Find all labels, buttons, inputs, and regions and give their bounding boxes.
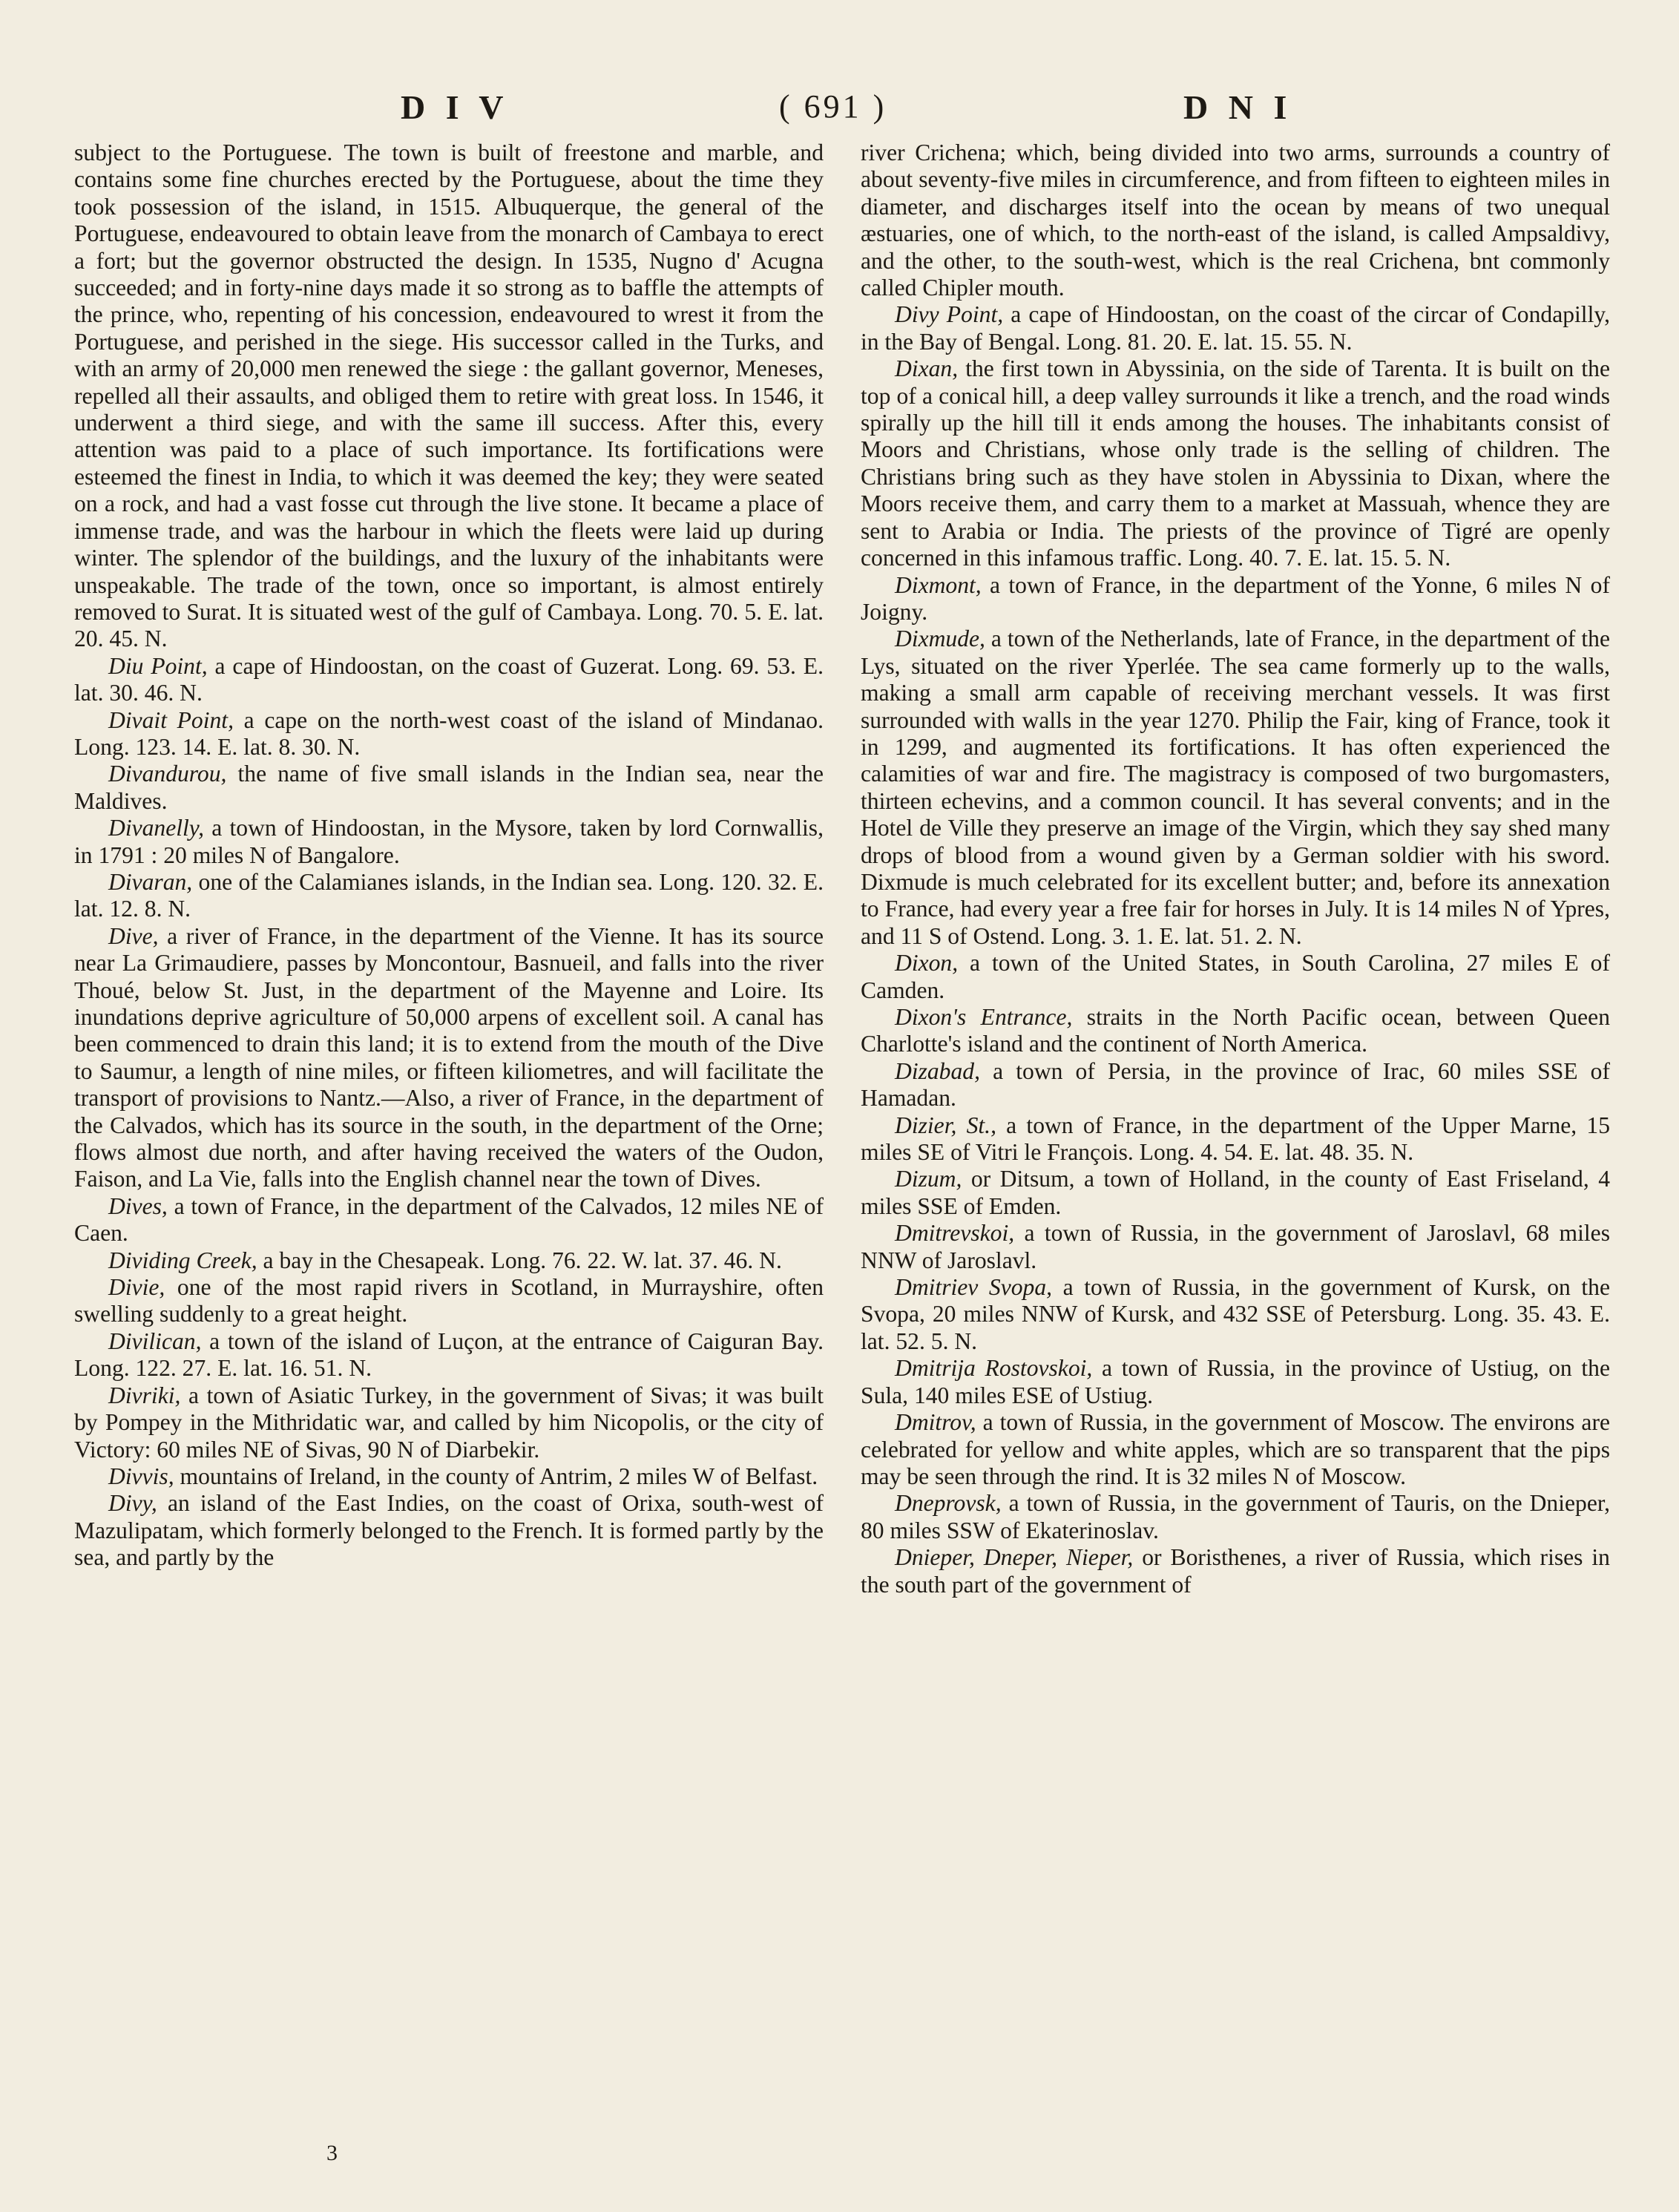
printer-signature-mark: 3 xyxy=(326,2141,338,2165)
entry-term: Divilican, xyxy=(108,1327,202,1354)
entry-text: a town of Russia, in the government of Moscow. The environs are celebrated for yellow and white apples, which are so transparent that the pips may be seen through the rind. It is 32 miles N of Moscow. xyxy=(861,1409,1610,1489)
gazetteer-entry xyxy=(861,1004,1610,1058)
gazetteer-entry xyxy=(861,1355,1610,1409)
gazetteer-entry xyxy=(74,707,824,761)
gazetteer-entry xyxy=(74,761,824,815)
running-header xyxy=(0,88,1679,132)
gazetteer-entry xyxy=(74,1193,824,1247)
gazetteer-entry xyxy=(74,1247,824,1274)
gazetteer-entry xyxy=(74,1490,824,1571)
entry-text: one of the Calamianes islands, in the Indian sea. Long. 120. 32. E. lat. 12. 8. N. xyxy=(74,868,824,922)
gazetteer-entry xyxy=(861,301,1610,355)
header-right-guide: D N I xyxy=(1183,88,1293,126)
entry-term: Divaran, xyxy=(108,868,193,895)
entry-term: Divvis, xyxy=(108,1463,174,1489)
entry-text: subject to the Portuguese. The town is built of freestone and marble, and contains some fine churches erected by the Portuguese, about the time they took possession of the island, in 1515. Albuquerque, the general of the Portuguese, endeavoured to obtain leave from the monarch of Cambaya to erect a fort; but the governor obstructed the design. In 1535, Nugno d' Acugna succeeded; and in forty-nine days made it so strong as to baffle the attempts of the prince, who, repenting of his concession, endeavoured to wrest it from the Portuguese, and perished in the siege. His successor called in the Turks, and with an army of 20,000 men renewed the siege : the gallant governor, Meneses, repelled all their assaults, and obliged them to retire with great loss. In 1546, it underwent a third siege, and with the same ill success. After this, every attention was paid to a place of such importance. Its fortifications were esteemed the finest in India, to which it was deemed the key; they were seated on a rock, and had a vast fosse cut through the live stone. It became a place of immense trade, and was the harbour in which the fleets were laid up during winter. The splendor of the buildings, and the luxury of the inhabitants were unspeakable. The trade of the town, once so important, is almost entirely removed to Surat. It is situated west of the gulf of Cambaya. Long. 70. 5. E. lat. 20. 45. N. xyxy=(74,140,824,652)
gazetteer-entry xyxy=(861,1490,1610,1544)
entry-term: Dizabad, xyxy=(895,1057,980,1084)
entry-text: an island of the East Indies, on the coast of Orixa, south-west of Mazulipatam, which formerly belonged to the French. It is formed partly by the sea, and partly by the xyxy=(74,1490,824,1571)
entry-term: Diu Point, xyxy=(108,652,208,679)
gazetteer-entry xyxy=(74,1274,824,1328)
entry-text: a town of France, in the department of the Yonne, 6 miles N of Joigny. xyxy=(861,571,1610,625)
entry-text: mountains of Ireland, in the county of Antrim, 2 miles W of Belfast. xyxy=(174,1463,818,1489)
entry-term: Divy Point, xyxy=(895,301,1004,328)
entry-text: straits in the North Pacific ocean, between Queen Charlotte's island and the continent of North America. xyxy=(861,1004,1610,1057)
entry-text: a town of Hindoostan, in the Mysore, taken by lord Cornwallis, in 1791 : 20 miles N of Bangalore. xyxy=(74,815,824,868)
entry-term: Dmitriev Svopa, xyxy=(895,1274,1053,1301)
entry-text: the first town in Abyssinia, on the side of Tarenta. It is built on the top of a conical hill, a deep valley surrounds it like a trench, and the road winds spirally up the hill till it ends among the houses. The inhabitants consist of Moors and Christians, whose only trade is the selling of children. The Christians bring such as they have stolen in Abyssinia to Dixan, where the Moors receive them, and carry them to a market at Massuah, whence they are sent to Arabia or India. The priests of the province of Tigré are openly concerned in this infamous traffic. Long. 40. 7. E. lat. 15. 5. N. xyxy=(861,355,1610,571)
entry-text: a town of Persia, in the province of Irac, 60 miles SSE of Hamadan. xyxy=(861,1057,1610,1112)
right-column xyxy=(861,140,1610,1598)
gazetteer-entry xyxy=(861,1220,1610,1274)
entry-text: a town of Russia, in the government of Tauris, on the Dnieper, 80 miles SSW of Ekaterinoslav. xyxy=(861,1490,1610,1543)
gazetteer-entry xyxy=(861,1112,1610,1166)
entry-term: Dixmude, xyxy=(895,626,985,652)
entry-text: a town of the Netherlands, late of France, in the department of the Lys, situated on the river Yperlée. The sea came formerly up to the walls, making a small arm capable of receiving merchant vessels. It was first surrounded with walls in the year 1270. Philip the Fair, king of France, took it in 1299, and augmented its fortifications. It has often experienced the calamities of war and fire. The magistracy is composed of two burgomasters, thirteen echevins, and a common council. It has several convents; and in the Hotel de Ville they preserve an image of the Virgin, which they say shed many drops of blood from a wound given by a German soldier with his sword. Dixmude is much celebrated for its excellent butter; and, before its annexation to France, had every year a free fair for horses in July. It is 14 miles N of Ypres, and 11 S of Ostend. Long. 3. 1. E. lat. 51. 2. N. xyxy=(861,626,1610,949)
gazetteer-entry xyxy=(861,1058,1610,1112)
gazetteer-entry xyxy=(861,355,1610,571)
gazetteer-entry xyxy=(74,1463,824,1490)
entry-text: a town of Russia, in the government of Kursk, on the Svopa, 20 miles NNW of Kursk, and 432 SSE of Petersburg. Long. 35. 43. E. lat. 52. 5. N. xyxy=(861,1274,1610,1354)
entry-text: a cape of Hindoostan, on the coast of the circar of Condapilly, in the Bay of Bengal. Long. 81. 20. E. lat. 15. 55. N. xyxy=(861,301,1610,355)
entry-term: Dixmont, xyxy=(895,571,982,598)
entry-text: or Ditsum, a town of Holland, in the county of East Friseland, 4 miles SSE of Emden. xyxy=(861,1166,1610,1219)
entry-term: Dixon's Entrance, xyxy=(895,1004,1073,1030)
entry-text: a town of Asiatic Turkey, in the government of Sivas; it was built by Pompey in the Mithridatic war, and called by him Nicopolis, or the city of Victory: 60 miles NE of Sivas, 90 N of Diarbekir. xyxy=(74,1382,824,1463)
gazetteer-entry xyxy=(74,1328,824,1382)
entry-text: a river of France, in the department of the Vienne. It has its source near La Grimaudiere, passes by Moncontour, Basnueil, and falls into the river Thoué, below St. Just, in the department of the Mayenne and Loire. Its inundations deprive agriculture of 50,000 arpens of excellent soil. A canal has been commenced to drain this land; it is to extend from the mouth of the Dive to Saumur, a length of nine miles, or fifteen kiliometres, and will facilitate the transport of provisions to Nantz.—Also, a river of France, in the department of the Calvados, which has its source in the south, in the department of the Orne; flows almost due north, and after having received the waters of the Oudon, Faison, and La Vie, falls into the English channel near the town of Dives. xyxy=(74,922,824,1192)
entry-term: Divanelly, xyxy=(108,815,204,841)
entry-term: Dives, xyxy=(108,1192,168,1219)
gazetteer-entry xyxy=(861,626,1610,950)
gazetteer-entry xyxy=(861,1544,1610,1598)
left-column xyxy=(74,140,824,1572)
entry-text: a town of the island of Luçon, at the entrance of Caiguran Bay. Long. 122. 27. E. lat. 16. 51. N. xyxy=(74,1327,824,1382)
page-number: ( 691 ) xyxy=(779,88,887,125)
entry-text: a bay in the Chesapeak. Long. 76. 22. W. lat. 37. 46. N. xyxy=(257,1247,782,1273)
entry-term: Dmitrija Rostovskoi, xyxy=(895,1355,1093,1382)
entry-term: Dmitrevskoi, xyxy=(895,1220,1015,1247)
gazetteer-entry xyxy=(861,950,1610,1004)
gazetteer-entry xyxy=(861,1166,1610,1220)
entry-text: river Crichena; which, being divided into two arms, surrounds a country of about seventy-five miles in circumference, and from fifteen to eighteen miles in diameter, and discharges itself into the ocean by means of two unequal æstuaries, one of which, to the north-east of the island, is called Ampsaldivy, and the other, to the south-west, which is the real Crichena, bnt commonly called Chipler mouth. xyxy=(861,140,1610,301)
entry-term: Divait Point, xyxy=(108,706,234,733)
entry-text: one of the most rapid rivers in Scotland, in Murrayshire, often swelling suddenly to a great height. xyxy=(74,1274,824,1327)
entry-text: a cape on the north-west coast of the island of Mindanao. Long. 123. 14. E. lat. 8. 30. N. xyxy=(74,706,824,760)
gazetteer-entry xyxy=(74,1382,824,1463)
entry-text: a cape of Hindoostan, on the coast of Guzerat. Long. 69. 53. E. lat. 30. 46. N. xyxy=(74,652,824,706)
entry-text: a town of Russia, in the province of Ustiug, on the Sula, 140 miles ESE of Ustiug. xyxy=(861,1355,1610,1408)
entry-term: Divie, xyxy=(108,1274,165,1301)
header-left-guide: D I V xyxy=(401,88,510,126)
entry-term: Dnieper, Dneper, Nieper, xyxy=(895,1544,1134,1571)
entry-term: Dmitrov, xyxy=(895,1409,976,1436)
entry-term: Dive, xyxy=(108,922,159,949)
entry-term: Dizier, St., xyxy=(895,1112,996,1138)
entry-text: or Boristhenes, a river of Russia, which rises in the south part of the government of xyxy=(861,1544,1610,1598)
entry-term: Dneprovsk, xyxy=(895,1490,1002,1517)
entry-text: a town of Russia, in the government of Jaroslavl, 68 miles NNW of Jaroslavl. xyxy=(861,1220,1610,1273)
entry-term: Dividing Creek, xyxy=(108,1247,257,1273)
entry-text: a town of France, in the department of the Calvados, 12 miles NE of Caen. xyxy=(74,1192,824,1247)
gazetteer-entry xyxy=(861,140,1610,301)
entry-text: a town of the United States, in South Carolina, 27 miles E of Camden. xyxy=(861,950,1610,1003)
entry-term: Dixan, xyxy=(895,355,959,382)
entry-term: Dixon, xyxy=(895,950,959,977)
entry-term: Divy, xyxy=(108,1490,157,1517)
entry-text: a town of France, in the department of the Upper Marne, 15 miles SE of Vitri le François. Long. 4. 54. E. lat. 48. 35. N. xyxy=(861,1112,1610,1166)
gazetteer-entry xyxy=(74,869,824,923)
entry-term: Divriki, xyxy=(108,1382,181,1408)
entry-text: the name of five small islands in the Indian sea, near the Maldives. xyxy=(74,761,824,814)
gazetteer-entry xyxy=(861,572,1610,626)
gazetteer-entry xyxy=(74,653,824,707)
gazetteer-entry xyxy=(74,815,824,869)
gazetteer-entry xyxy=(861,1274,1610,1355)
entry-term: Divandurou, xyxy=(108,761,227,787)
entry-term: Dizum, xyxy=(895,1166,962,1192)
gazetteer-entry xyxy=(861,1409,1610,1490)
gazetteer-entry xyxy=(74,923,824,1193)
gazetteer-entry xyxy=(74,140,824,653)
